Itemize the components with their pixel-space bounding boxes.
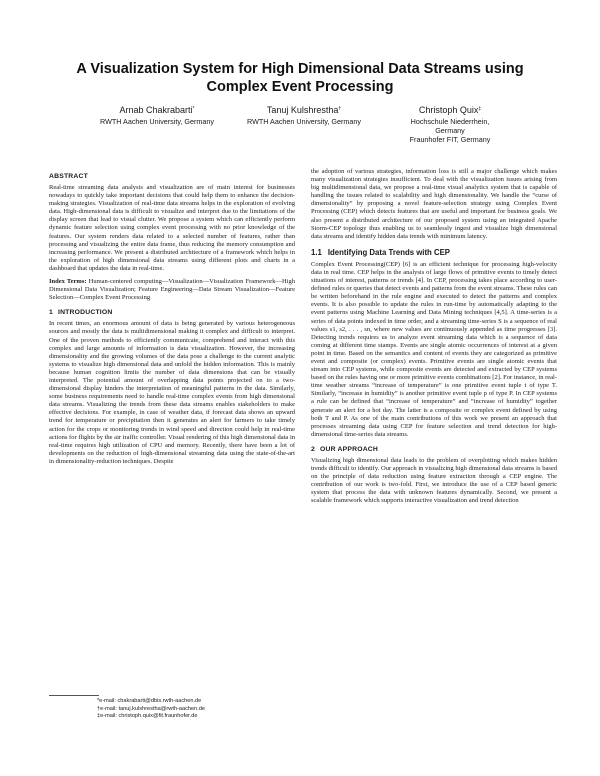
author-block-3 [390,104,510,145]
left-column [49,168,295,469]
author-affiliation: Fraunhofer FIT, Germany [409,135,491,145]
footnote-email-3: ‡e-mail: christoph.quix@fit.fraunhofer.de [97,713,198,720]
author-name: Tanuj Kulshrestha† [266,105,342,115]
section-heading-introduction: 1 INTRODUCTION [49,309,113,317]
abstract-text: Real-time streaming data analysis and visualization are of main interest for businesses nowadays to quickly take important decisions that could help them to enhance the decision-making strategies. Visualization of real-time data streams helps in the exploration of evolving data. High-dimensional data is difficult to visualize and interpret due to the limitations of the display screen that lead to visual clutter. We propose a system which can efficiently perform dynamic feature selection using complex event processing with no prior knowledge of the features. Our system renders data related to a selected number of features, rather than processing and visualizing the entire data frame, thus reducing the memory consumption and increasing performance. We present a distributed architecture of a framework which helps in the exploration of high dimensional data streams using different plots and charts in a dashboard that updates the data in real-time. [49,184,295,272]
author-block-1 [72,104,242,126]
author-name: Arnab Chakrabarti* [119,105,195,115]
index-terms [49,278,295,302]
author-affiliation: RWTH Aachen University, Germany [100,117,214,126]
paper-title [40,60,560,96]
section-heading-approach: 2 OUR APPROACH [311,445,379,453]
author-block-2 [242,104,366,126]
cep-paragraph: Complex Event Processing(CEP) [6] is an efficient technique for processing high-velocity data in real time. CEP helps in the analysis of large flows of primitive events to timely detect situations of interest, patterns or trends [4]. In CEP, processing takes place according to user-defined rules or queries that detect events and patterns from the event streams. These rules can be written beforehand in the rule engine and executed to detect the patterns and complex events. It is also possible to update the rules in run-time by automatically adapting to the event patterns using Machine Learning and Data Mining techniques [4,5]. A time-series is a series of data points indexed in time order, and a streaming time-series S is a sequence of real values s1, s2, . . . , sn, where new values are continuously appended as time progresses [3]. Detecting trends requires us to analyze event streaming data which is a sequence of data coming at different time stamps. Events are single atomic occurrences of interest at a given point in time. Based on the semantics and content of events they are categorized as primitive event and composite (or complex) events. Primitive events are single atomic events that stream into CEP systems, while composite events are detected and extracted by CEP systems based on the rules having one or more primitive events combinations [2]. For instance, in real-time weather streams “increase of temperature” is one primitive event tuple t of type T. Similarly, “increase in humidity” is another primitive event tuple p of type P. In CEP systems a rule can be defined that “increase of temperature” and “increase of humidity” together generate an alert for a hot day. The latter is a composite or complex event defined by using both T and P. As one of the main contributions of this work we present an approach that processes streaming data using CEP for feature selection and trend detection for high-dimensional time-series data streams. [311,260,557,438]
footnote-rule [49,695,99,696]
author-affiliation: Germany [435,126,465,136]
title-line-2: Complex Event Processing [206,79,394,95]
index-terms-label: Index Terms: [49,278,87,286]
intro-paragraph: In recent times, an enormous amount of data is being generated by various heterogeneous sources and mostly the data is multidimensional making it complex and difficult to interpret. One of the proven methods to efficiently communicate, comprehend and interact with this complex and large amounts of information is data visualization. However, the increasing dimensionality and the growing volumes of the data pose a challenge to the current analytic systems to visualize high dimensional data and unfold the hidden information. This is mainly because human cognition limits the number of data dimensions that can be visually interpreted. The potential amount of overlapping data points projected on to a two-dimensional display hinders the interpretation of meaningful patterns in the data. Similarly, some business requirements need to handle real-time complex events from high dimensional data streams. Visualizing the trends from these data streams enables stakeholders to make effective decisions. For example, in case of weather data, if forecast data shows an upward trend for temperature or precipitation then it generates an alert for farmers to take timely action for the crops or monitoring trends in wind speed and direction could help in real-time actions for flights by the air traffic controller. Visual rendering of this high dimensional data in real-time requires high utilization of CPU and memory. Recently, there have been a lot of developments on the reduction of high-dimensional streaming data using the state-of-the-art in dimensionality-reduction techniques. Despite [49,320,295,465]
intro-continued-paragraph: the adoption of various strategies, information loss is still a major challenge which makes many visualization strategies insufficient. To deal with the visualization issues arising from big multidimensional data, we propose a real-time visual analytics system that is capable of handling the issues related to scalability and high dimensionality. We handle the “curse of dimensionality” by proposing a novel feature-selection strategy using Complex Event Processing (CEP) which detects features that are useful and important for business goals. We also present a distributed architecture of our proposed system using an integrated Apache Storm-CEP topology thus enabling us to seamlessly ingest and visualize high dimensional data streams and identify hidden data trends with minimum latency. [311,168,557,240]
footnote-email-1: *e-mail: chakrabarti@dbis.rwth-aachen.de [97,698,202,704]
author-affiliation: Hochschule Niederrhein, [410,117,490,126]
footnotes [49,695,295,721]
footnote-email-2: †e-mail: tanuj.kulshrestha@rwth-aachen.de [97,705,205,712]
title-line-1: A Visualization System for High Dimensional Data Streams using [76,61,524,77]
author-affiliation: RWTH Aachen University, Germany [247,117,361,126]
abstract-heading: ABSTRACT [49,173,88,180]
index-terms-text: Human-centered computing—Visualization—Visualization Framework—High Dimensional Data Visualization; Feature Engineering—Data Stream Visualization—Feature Selection—Complex Event Processing [49,278,295,302]
approach-paragraph: Visualizing high dimensional data leads to the problem of overplotting which makes hidden trends difficult to identify. Our approach in visualizing high dimensional data streams is based on the principle of data reduction using feature extraction through a CEP engine. The contribution of our work is two-fold. First, we introduce the use of a CEP based generic system that process the data with unknown features dynamically. Second, we present a scalable framework which supports interactive visualization and trend detection [311,456,557,505]
author-name: Christoph Quix‡ [418,105,482,115]
right-column [311,168,557,508]
subsection-heading-trends: 1.1 Identifying Data Trends with CEP [311,247,451,257]
